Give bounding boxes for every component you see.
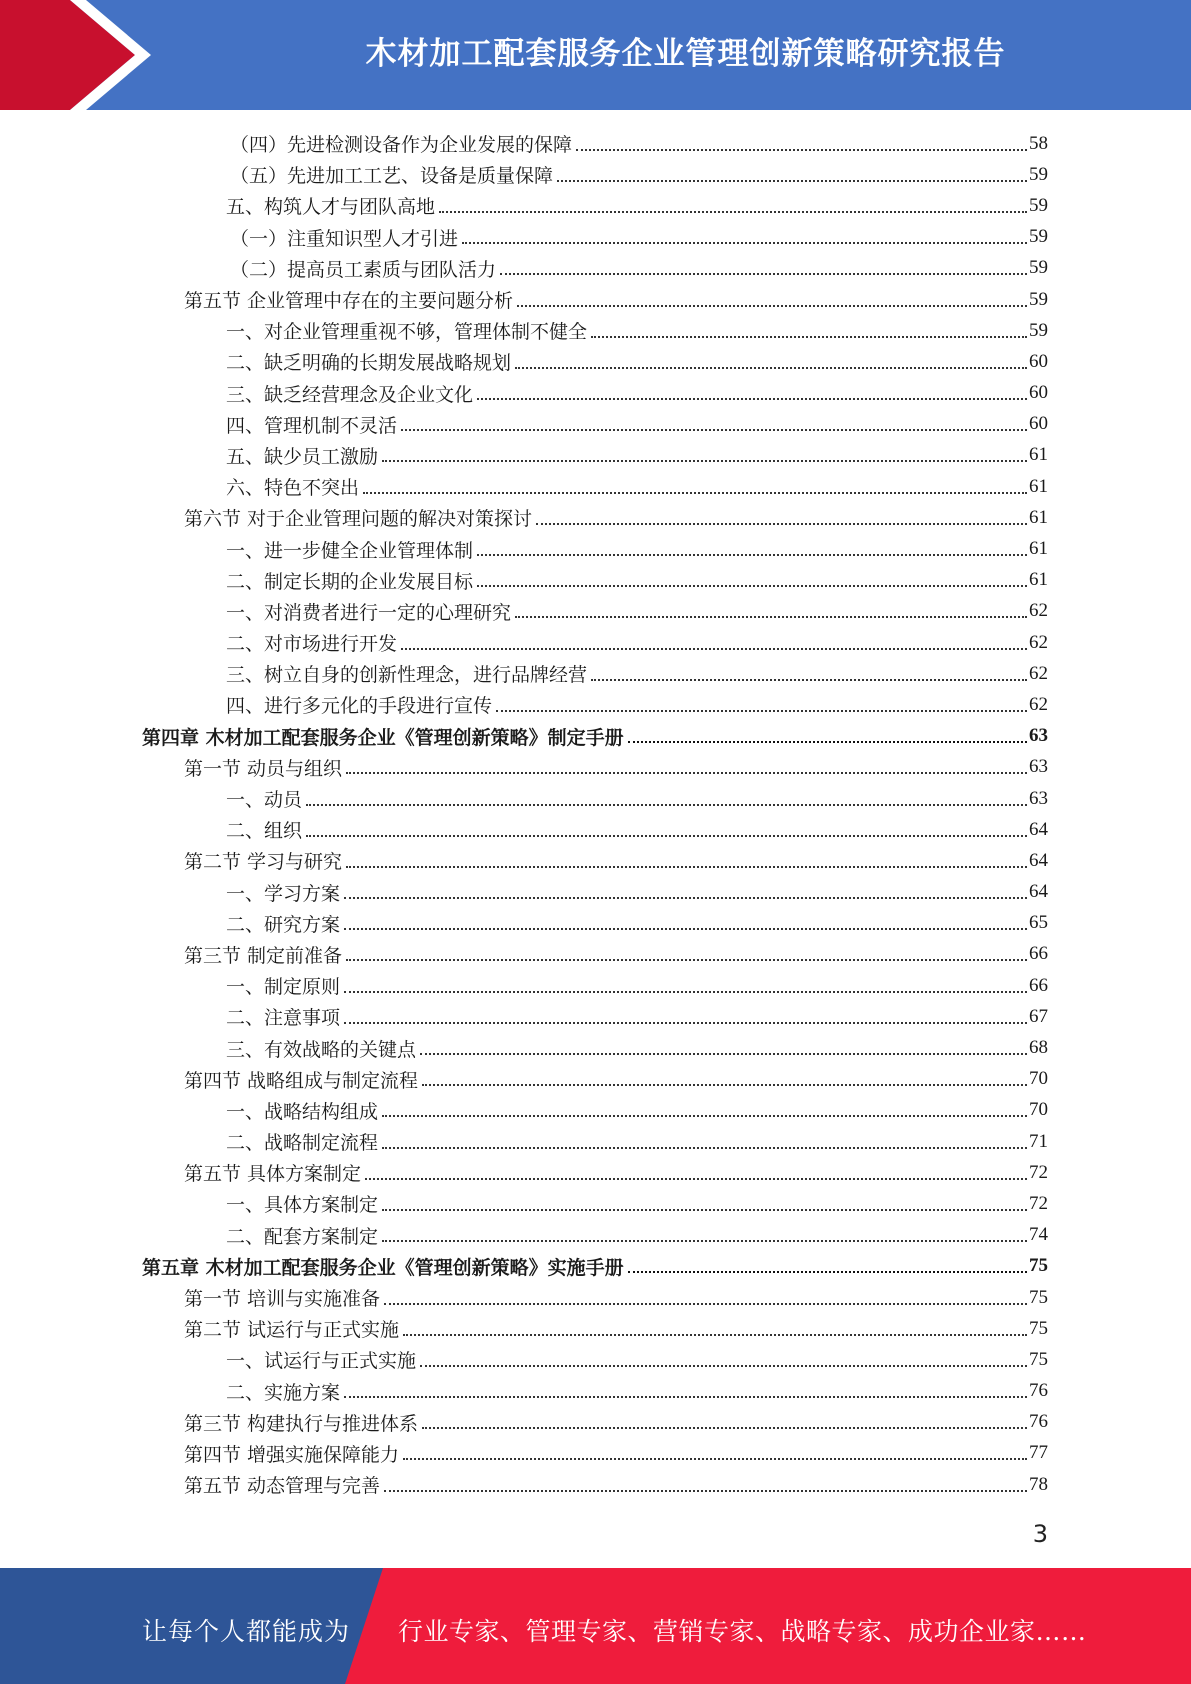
toc-dot-leader <box>477 398 1027 400</box>
toc-entry-page: 75 <box>1029 1286 1048 1308</box>
toc-entry-title: 二、实施方案 <box>226 1381 341 1404</box>
toc-entry-page: 59 <box>1029 319 1048 341</box>
toc-entry-page: 75 <box>1029 1255 1048 1277</box>
toc-dot-leader <box>346 772 1027 774</box>
toc-entry-page: 75 <box>1029 1317 1048 1339</box>
toc-entry-title: 第六节 对于企业管理问题的解决对策探讨 <box>184 508 533 531</box>
toc-entry-page: 63 <box>1029 756 1048 778</box>
toc-dot-leader <box>477 585 1027 587</box>
toc-entry-page: 66 <box>1029 974 1048 996</box>
toc-entry-title: （一）注重知识型人才引进 <box>230 227 459 250</box>
toc-entry-page: 70 <box>1029 1099 1048 1121</box>
toc-dot-leader <box>346 866 1027 868</box>
toc-dot-leader <box>628 1271 1027 1273</box>
toc-entry-title: 一、进一步健全企业管理体制 <box>226 539 474 562</box>
toc-dot-leader <box>306 804 1027 806</box>
toc-entry-title: 一、战略结构组成 <box>226 1100 379 1123</box>
toc-entry-page: 77 <box>1029 1442 1048 1464</box>
toc-dot-leader <box>420 1365 1027 1367</box>
footer-slogan-right: 行业专家、管理专家、营销专家、战略专家、成功企业家…… <box>398 1617 1087 1646</box>
toc-entry[interactable] <box>0 533 1191 564</box>
toc-entry-page: 76 <box>1029 1411 1048 1433</box>
toc-entry-page: 74 <box>1029 1224 1048 1246</box>
toc-entry-page: 59 <box>1029 194 1048 216</box>
page-number: 3 <box>1032 1520 1048 1548</box>
toc-entry-title: 二、研究方案 <box>226 913 341 936</box>
toc-entry-title: 二、缺乏明确的长期发展战略规划 <box>226 352 512 375</box>
toc-entry-title: 一、试运行与正式实施 <box>226 1350 417 1373</box>
toc-entry-title: 一、对企业管理重视不够，管理体制不健全 <box>226 321 588 344</box>
toc-entry-page: 62 <box>1029 600 1048 622</box>
toc-dot-leader <box>401 429 1027 431</box>
toc-entry[interactable] <box>0 752 1191 783</box>
toc-entry-page: 61 <box>1029 569 1048 591</box>
toc-entry-page: 63 <box>1029 725 1048 747</box>
toc-entry-title: 第五节 动态管理与完善 <box>184 1475 381 1498</box>
toc-dot-leader <box>344 1396 1027 1398</box>
toc-entry-page: 65 <box>1029 912 1048 934</box>
toc-dot-leader <box>515 367 1027 369</box>
toc-entry[interactable] <box>0 284 1191 315</box>
toc-entry-title: 第一节 培训与实施准备 <box>184 1288 381 1311</box>
toc-entry-page: 60 <box>1029 350 1048 372</box>
toc-entry-page: 59 <box>1029 226 1048 248</box>
toc-entry[interactable] <box>0 1282 1191 1313</box>
table-of-contents <box>0 128 1191 1500</box>
toc-dot-leader <box>420 1053 1027 1055</box>
toc-dot-leader <box>591 679 1027 681</box>
toc-entry[interactable] <box>0 970 1191 1001</box>
toc-entry-page: 72 <box>1029 1161 1048 1183</box>
toc-entry[interactable] <box>0 409 1191 440</box>
toc-entry[interactable] <box>0 783 1191 814</box>
toc-entry-title: 第五章 木材加工配套服务企业《管理创新策略》实施手册 <box>142 1256 624 1279</box>
toc-dot-leader <box>517 305 1027 307</box>
toc-entry[interactable] <box>0 1251 1191 1282</box>
toc-entry-title: 三、有效战略的关键点 <box>226 1038 417 1061</box>
toc-entry-page: 76 <box>1029 1380 1048 1402</box>
toc-entry[interactable] <box>0 721 1191 752</box>
toc-entry-title: （四）先进检测设备作为企业发展的保障 <box>230 134 573 157</box>
toc-entry[interactable] <box>0 1157 1191 1188</box>
toc-entry-page: 61 <box>1029 475 1048 497</box>
toc-entry-title: 三、树立自身的创新性理念，进行品牌经营 <box>226 664 588 687</box>
toc-entry[interactable] <box>0 814 1191 845</box>
toc-entry[interactable] <box>0 1064 1191 1095</box>
toc-entry-title: 二、战略制定流程 <box>226 1132 379 1155</box>
toc-entry-title: 二、制定长期的企业发展目标 <box>226 570 474 593</box>
toc-entry-title: （二）提高员工素质与团队活力 <box>230 258 497 281</box>
toc-entry[interactable] <box>0 596 1191 627</box>
toc-entry[interactable] <box>0 1438 1191 1469</box>
toc-entry[interactable] <box>0 1407 1191 1438</box>
toc-dot-leader <box>382 1240 1027 1242</box>
toc-entry[interactable] <box>0 877 1191 908</box>
toc-dot-leader <box>496 710 1027 712</box>
toc-entry[interactable] <box>0 1032 1191 1063</box>
toc-entry-page: 78 <box>1029 1473 1048 1495</box>
toc-dot-leader <box>403 1458 1027 1460</box>
toc-entry-title: 第二节 试运行与正式实施 <box>184 1319 400 1342</box>
toc-entry-title: 二、配套方案制定 <box>226 1225 379 1248</box>
toc-entry[interactable] <box>0 908 1191 939</box>
toc-entry[interactable] <box>0 440 1191 471</box>
toc-dot-leader <box>365 1178 1027 1180</box>
toc-dot-leader <box>382 1115 1027 1117</box>
toc-entry[interactable] <box>0 1095 1191 1126</box>
toc-entry-title: 一、具体方案制定 <box>226 1194 379 1217</box>
toc-entry-page: 68 <box>1029 1037 1048 1059</box>
toc-entry[interactable] <box>0 315 1191 346</box>
toc-dot-leader <box>462 242 1027 244</box>
toc-entry-page: 75 <box>1029 1348 1048 1370</box>
toc-entry-title: 一、动员 <box>226 789 303 812</box>
toc-dot-leader <box>344 897 1027 899</box>
toc-entry-title: 五、缺少员工激励 <box>226 445 379 468</box>
toc-entry-title: 六、特色不突出 <box>226 477 360 500</box>
toc-entry-page: 61 <box>1029 444 1048 466</box>
toc-entry-title: 一、对消费者进行一定的心理研究 <box>226 601 512 624</box>
toc-entry-title: 三、缺乏经营理念及企业文化 <box>226 383 474 406</box>
toc-entry-title: 四、管理机制不灵活 <box>226 414 398 437</box>
toc-entry-title: 第四节 增强实施保障能力 <box>184 1443 400 1466</box>
toc-entry-title: 第二节 学习与研究 <box>184 851 343 874</box>
toc-dot-leader <box>536 523 1027 525</box>
toc-entry-page: 67 <box>1029 1005 1048 1027</box>
toc-entry[interactable] <box>0 128 1191 159</box>
toc-entry-page: 59 <box>1029 288 1048 310</box>
toc-entry-title: 二、注意事项 <box>226 1007 341 1030</box>
header-arrow-decoration <box>0 0 160 110</box>
toc-entry[interactable] <box>0 159 1191 190</box>
toc-entry-page: 61 <box>1029 538 1048 560</box>
toc-entry[interactable] <box>0 346 1191 377</box>
toc-dot-leader <box>344 1022 1027 1024</box>
toc-entry[interactable] <box>0 1001 1191 1032</box>
toc-dot-leader <box>500 273 1027 275</box>
toc-entry[interactable] <box>0 627 1191 658</box>
toc-entry-title: 一、制定原则 <box>226 976 341 999</box>
toc-entry[interactable] <box>0 190 1191 221</box>
toc-entry-title: （五）先进加工工艺、设备是质量保障 <box>230 165 554 188</box>
toc-entry[interactable] <box>0 658 1191 689</box>
toc-dot-leader <box>382 460 1027 462</box>
document-title: 木材加工配套服务企业管理创新策略研究报告 <box>365 36 1006 72</box>
page-header <box>0 0 1191 110</box>
toc-entry-page: 62 <box>1029 693 1048 715</box>
page-footer <box>0 1568 1191 1684</box>
toc-entry-title: 第三节 制定前准备 <box>184 944 343 967</box>
toc-entry[interactable] <box>0 689 1191 720</box>
toc-dot-leader <box>382 1147 1027 1149</box>
toc-dot-leader <box>401 648 1027 650</box>
toc-entry-page: 64 <box>1029 849 1048 871</box>
toc-dot-leader <box>384 1303 1027 1305</box>
toc-entry[interactable] <box>0 1188 1191 1219</box>
toc-entry-title: 第四章 木材加工配套服务企业《管理创新策略》制定手册 <box>142 726 624 749</box>
toc-entry-title: 第五节 企业管理中存在的主要问题分析 <box>184 290 514 313</box>
toc-entry[interactable] <box>0 378 1191 409</box>
toc-entry-page: 62 <box>1029 631 1048 653</box>
toc-dot-leader <box>306 835 1027 837</box>
toc-entry[interactable] <box>0 1313 1191 1344</box>
toc-entry-page: 60 <box>1029 382 1048 404</box>
toc-entry[interactable] <box>0 222 1191 253</box>
toc-entry-title: 二、组织 <box>226 820 303 843</box>
toc-dot-leader <box>384 1490 1027 1492</box>
toc-dot-leader <box>515 616 1027 618</box>
toc-dot-leader <box>628 741 1027 743</box>
toc-dot-leader <box>422 1084 1027 1086</box>
toc-dot-leader <box>344 928 1027 930</box>
toc-entry[interactable] <box>0 1126 1191 1157</box>
toc-entry-title: 第三节 构建执行与推进体系 <box>184 1412 419 1435</box>
toc-entry[interactable] <box>0 939 1191 970</box>
toc-dot-leader <box>346 959 1027 961</box>
toc-entry-page: 60 <box>1029 413 1048 435</box>
toc-entry[interactable] <box>0 253 1191 284</box>
toc-dot-leader <box>591 336 1027 338</box>
toc-entry[interactable] <box>0 471 1191 502</box>
toc-entry-page: 71 <box>1029 1130 1048 1152</box>
toc-entry[interactable] <box>0 1344 1191 1375</box>
toc-dot-leader <box>382 1209 1027 1211</box>
toc-entry-page: 72 <box>1029 1192 1048 1214</box>
toc-entry-title: 第四节 战略组成与制定流程 <box>184 1069 419 1092</box>
toc-entry-page: 64 <box>1029 818 1048 840</box>
toc-dot-leader <box>576 149 1027 151</box>
toc-entry-page: 59 <box>1029 257 1048 279</box>
toc-entry-title: 五、构筑人才与团队高地 <box>226 196 436 219</box>
toc-entry[interactable] <box>0 502 1191 533</box>
toc-entry[interactable] <box>0 565 1191 596</box>
toc-entry-title: 四、进行多元化的手段进行宣传 <box>226 695 493 718</box>
toc-entry-page: 58 <box>1029 132 1048 154</box>
toc-entry-page: 70 <box>1029 1068 1048 1090</box>
toc-entry-title: 一、学习方案 <box>226 882 341 905</box>
toc-dot-leader <box>363 492 1027 494</box>
toc-dot-leader <box>439 211 1027 213</box>
toc-dot-leader <box>477 554 1027 556</box>
toc-entry-page: 64 <box>1029 881 1048 903</box>
toc-entry[interactable] <box>0 1469 1191 1500</box>
toc-entry[interactable] <box>0 845 1191 876</box>
toc-entry-page: 66 <box>1029 943 1048 965</box>
toc-entry-page: 59 <box>1029 163 1048 185</box>
toc-entry-title: 第一节 动员与组织 <box>184 757 343 780</box>
toc-dot-leader <box>344 991 1027 993</box>
toc-entry[interactable] <box>0 1376 1191 1407</box>
toc-entry-page: 62 <box>1029 662 1048 684</box>
footer-slogan-left: 让每个人都能成为 <box>142 1617 351 1646</box>
toc-dot-leader <box>557 180 1027 182</box>
toc-entry-page: 63 <box>1029 787 1048 809</box>
toc-entry-page: 61 <box>1029 506 1048 528</box>
toc-entry-title: 第五节 具体方案制定 <box>184 1163 362 1186</box>
toc-dot-leader <box>403 1334 1027 1336</box>
toc-entry[interactable] <box>0 1220 1191 1251</box>
toc-entry-title: 二、对市场进行开发 <box>226 633 398 656</box>
toc-dot-leader <box>422 1427 1027 1429</box>
